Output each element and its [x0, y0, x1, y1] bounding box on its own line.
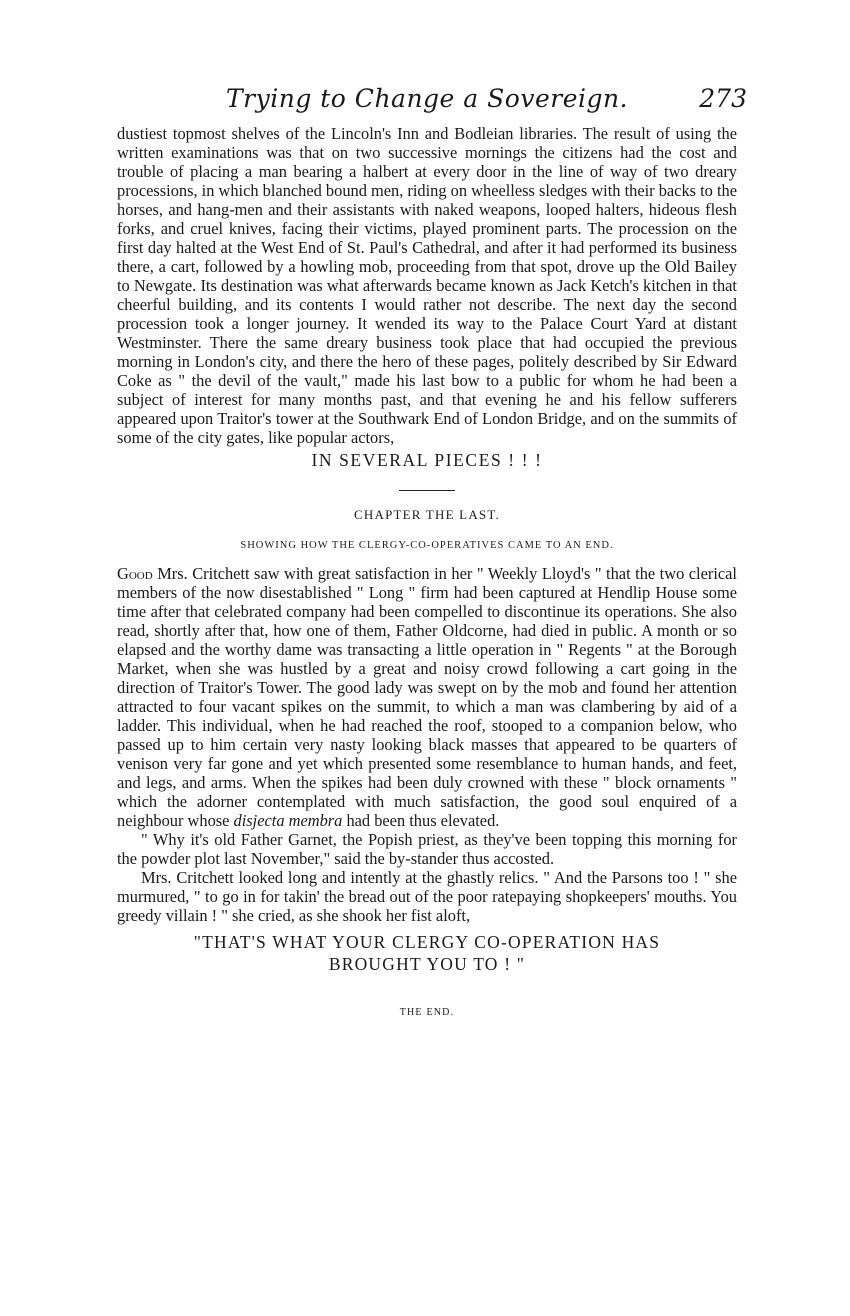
opening-word: Good [117, 564, 153, 583]
paragraph-text-end: had been thus elevated. [346, 811, 500, 830]
paragraph-text: Mrs. Critchett saw with great satisfaction in her " Weekly Lloyd's " that the two clerical members of the now disestablished " Long " firm had been captured at Hendlip House some time after that celebrated company had been compelled to discontinue its operations. She also read, shortly after that, how one of them, Father Oldcorne, had died in public. A month or so elapsed and the worthy dame was transacting a little operation in " Regents " at the Borough Market, when she was hustled by a great and noisy crowd following a cart going in the direction of Traitor's Tower. The good lady was swept on by the mob and found her attention attracted to four vacant spikes on the summit, to which a man was clambering by aid of a ladder. This individual, when he had reached the roof, stooped to a companion below, who passed up to him certain very nasty looking black masses that appeared to be quarters of venison very far gone and yet which presented some resemblance to human hands, and feet, and legs, and arms. When the spikes had been duly crowned with these " block ornaments " which the adorner contemplated with much satisfaction, the good soul enquired of a neighbour whose [117, 564, 737, 830]
emphatic-line-several-pieces: IN SEVERAL PIECES ! ! ! [311, 450, 543, 470]
latin-phrase: disjecta membra [233, 811, 343, 830]
finale-line-2: BROUGHT YOU TO ! " [328, 954, 526, 974]
chapter-subtitle: SHOWING HOW THE CLERGY-CO-OPERATIVES CAME TO AN END. [240, 540, 614, 551]
paragraph-good-mrs-critchett [117, 564, 737, 830]
paragraph-mrs-critchett-looked: Mrs. Critchett looked long and intently at the ghastly relics. " And the Parsons too ! " she murmured, " to go in for takin' the bread out of the poor ratepaying shopkeepers' mouths. You greedy villain ! " she cried, as she shook her fist aloft, [117, 868, 737, 925]
page-number: 273 [699, 84, 747, 113]
section-divider [399, 490, 455, 491]
finale-line-1: "THAT'S WHAT YOUR CLERGY CO-OPERATION HAS [193, 932, 661, 952]
book-page [117, 84, 747, 1022]
the-end-label: THE END. [399, 1007, 455, 1018]
chapter-title: CHAPTER THE LAST. [354, 507, 500, 522]
paragraph-continuation: dustiest topmost shelves of the Lincoln's Inn and Bodleian libraries. The result of using the written examinations was that on two successive mornings the citizens had the cost and trouble of placing a man bearing a halbert at every door in the line of way of two dreary processions, in which blanched bound men, riding on wheelless sledges with their backs to the horses, and hang-men and their assistants with naked weapons, looped halters, hideous flesh forks, and cruel knives, facing their victims, played prominent parts. The procession on the first day halted at the West End of St. Paul's Cathedral, and after it had performed its business there, a cart, followed by a howling mob, proceeding from that spot, drove up the Old Bailey to Newgate. Its destination was what afterwards became known as Jack Ketch's kitchen in that cheerful building, and its contents I would rather not describe. The next day the second procession took a longer journey. It wended its way to the Palace Court Yard at distant Westminster. There the same dreary business took place that had occupied the previous morning in London's city, and there the hero of these pages, politely described by Sir Edward Coke as " the devil of the vault," made his last bow to a public for whom he had been a subject of interest for many months past, and that evening he and his fellow sufferers appeared upon Traitor's tower at the Southwark End of London Bridge, and on the summits of some of the city gates, like popular actors, [117, 124, 737, 447]
running-header [117, 84, 747, 124]
running-title: Trying to Change a Sovereign. [225, 84, 629, 113]
paragraph-why-its-old-father-garnet: " Why it's old Father Garnet, the Popish priest, as they've been topping this morning for the powder plot last November," said the by-stander thus accosted. [117, 830, 737, 868]
body-text [117, 124, 737, 1022]
